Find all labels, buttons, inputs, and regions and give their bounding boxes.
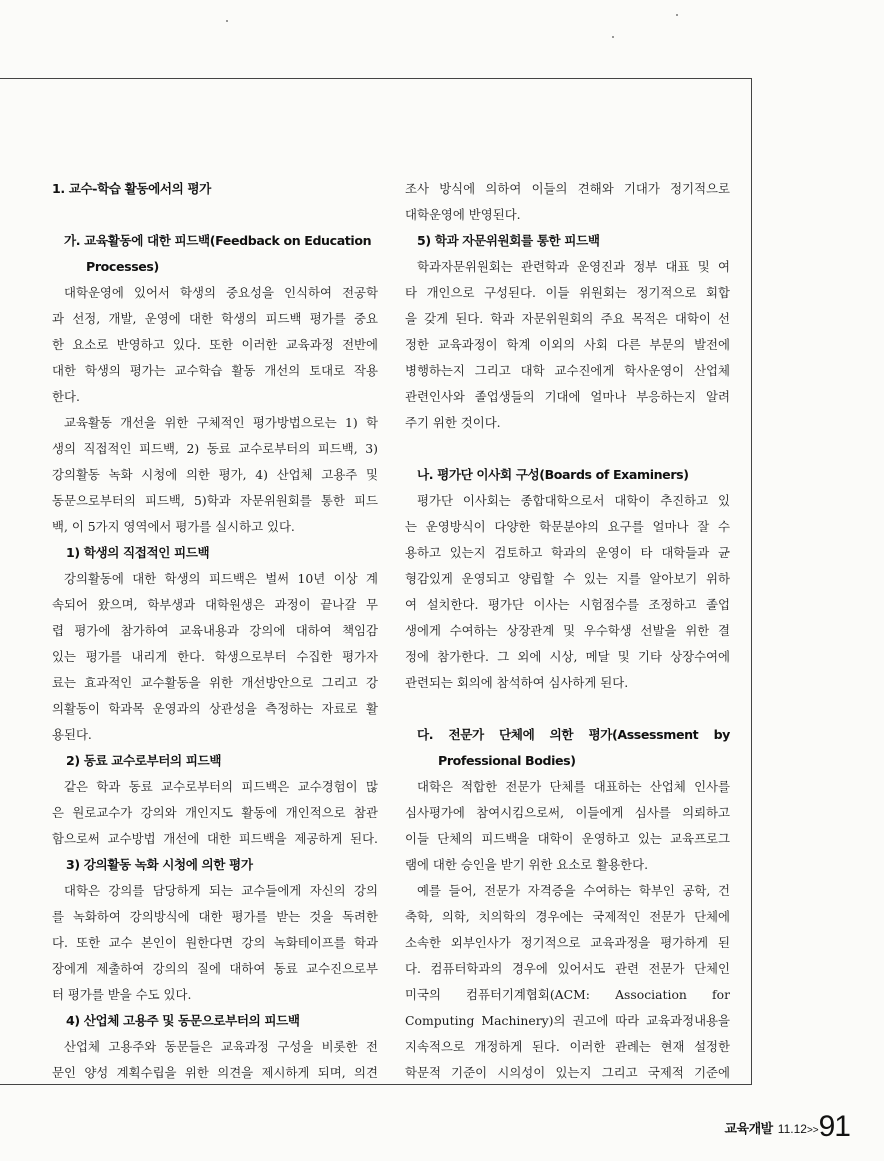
item-heading: 2) 동료 교수로부터의 피드백 [66, 753, 222, 768]
paragraph-line: 는 운영방식이 다양한 학문분야의 요구를 얼마나 잘 수 [405, 519, 730, 534]
paragraph-line: 조사 방식에 의하여 이들의 견해와 기대가 정기적으로 [405, 181, 730, 196]
scan-speck [676, 14, 678, 16]
paragraph-line: 료는 효과적인 교수활동을 위한 개선방안으로 그리고 강 [52, 675, 378, 690]
paragraph-line: 속되어 왔으며, 학부생과 대학원생은 과정이 끝나갈 무 [52, 597, 378, 612]
paragraph-line: 주기 위한 것이다. [405, 415, 501, 430]
paragraph-line: 다. 컴퓨터학과의 경우에 있어서도 관련 전문가 단체인 [405, 961, 730, 976]
paragraph-line: 터 평가를 받을 수도 있다. [52, 987, 192, 1002]
paragraph-line: 대한 학생의 평가는 교수학습 활동 개선의 토대로 작용 [52, 363, 378, 378]
paragraph-line: 은 원로교수가 강의와 개인지도 활동에 개인적으로 참관 [52, 805, 378, 820]
paragraph-line: 평가단 이사회는 종합대학으로서 대학이 추진하고 있 [417, 493, 730, 508]
magazine-title: 교육개발 [724, 1122, 773, 1137]
paragraph-line: 소속한 외부인사가 정기적으로 교육과정을 평가하게 된 [405, 935, 730, 950]
paragraph-line: 을 갖게 된다. 학과 자문위원회의 주요 목적은 대학이 선 [405, 311, 730, 326]
paragraph-line: 미국의 컴퓨터기계협회(ACM: Association for [405, 987, 730, 1002]
folio-arrow-icon: >> [806, 1125, 819, 1136]
paragraph-line: 교육활동 개선을 위한 구체적인 평가방법으로는 1) 학 [64, 415, 378, 430]
subheading-ga-cont: Processes) [86, 259, 159, 274]
paragraph-line: 관련되는 회의에 참석하여 심사하게 된다. [405, 675, 629, 690]
paragraph-line: 다. 또한 교수 본인이 원한다면 강의 녹화테이프를 학과 [52, 935, 378, 950]
paragraph-line: 용된다. [52, 727, 92, 742]
paragraph-line: 대학은 적합한 전문가 단체를 대표하는 산업체 인사를 [417, 779, 730, 794]
subheading-ga: 가. 교육활동에 대한 피드백(Feedback on Education [64, 233, 372, 248]
paragraph-line: Computing Machinery)의 권고에 따라 교육과정내용을 [405, 1013, 730, 1028]
paragraph-line: 강의활동 녹화 시청에 의한 평가, 4) 산업체 고용주 및 [52, 467, 378, 482]
item-heading: 1) 학생의 직접적인 피드백 [66, 545, 210, 560]
right-rule [751, 78, 752, 1084]
paragraph-line: 한 요소로 반영하고 있다. 또한 이러한 교육과정 전반에 [52, 337, 378, 352]
paragraph-line: 정에 참가한다. 그 외에 시상, 메달 및 기타 상장수여에 [405, 649, 730, 664]
paragraph-line: 같은 학과 동료 교수로부터의 피드백은 교수경험이 많 [64, 779, 378, 794]
paragraph-line: 심사평가에 참여시킴으로써, 이들에게 심사를 의뢰하고 [405, 805, 730, 820]
paragraph-line: 타 개인으로 구성된다. 이들 위원회는 정기적으로 회합 [405, 285, 730, 300]
paragraph-line: 있는 평가를 내리게 한다. 학생으로부터 수집한 평가자 [52, 649, 378, 664]
item-heading: 3) 강의활동 녹화 시청에 의한 평가 [66, 857, 253, 872]
paragraph-line: 축학, 의학, 치의학의 경우에는 국제적인 전문가 단체에 [405, 909, 730, 924]
scan-speck [612, 36, 614, 38]
paragraph-line: 과 선정, 개발, 운영에 대한 학생의 피드백 평가를 중요 [52, 311, 378, 326]
paragraph-line: 학문적 기준이 시의성이 있는지 그리고 국제적 기준에 [405, 1065, 730, 1080]
subheading-da-cont: Professional Bodies) [438, 753, 576, 768]
paragraph-line: 관련인사와 졸업생들의 기대에 얼마나 부응하는지 알려 [405, 389, 730, 404]
section-heading: 1. 교수-학습 활동에서의 평가 [52, 181, 211, 196]
item-heading: 4) 산업체 고용주 및 동문으로부터의 피드백 [66, 1013, 300, 1028]
paragraph-line: 대학은 강의를 담당하게 되는 교수들에게 자신의 강의 [64, 883, 378, 898]
paragraph-line: 생의 직접적인 피드백, 2) 동료 교수로부터의 피드백, 3) [52, 441, 378, 456]
paragraph-line: 램에 대한 승인을 받기 위한 요소로 활용한다. [405, 857, 649, 872]
paragraph-line: 지속적으로 개정하게 된다. 이러한 관례는 현재 설정한 [405, 1039, 730, 1054]
paragraph-line: 용하고 있는지 검토하고 학과의 운영이 타 대학들과 균 [405, 545, 730, 560]
paragraph-line: 여 설치한다. 평가단 이사는 시험점수를 조정하고 졸업 [405, 597, 730, 612]
paragraph-line: 병행하는지 그리고 대학 교수진에게 학사운영이 산업체 [405, 363, 730, 378]
paragraph-line: 장에게 제출하여 강의의 질에 대하여 동료 교수진으로부 [52, 961, 378, 976]
paragraph-line: 학과자문위원회는 관련학과 운영진과 정부 대표 및 여 [417, 259, 730, 274]
paragraph-line: 대학운영에 반영된다. [405, 207, 521, 222]
paragraph-line: 대학운영에 있어서 학생의 중요성을 인식하여 전공학 [64, 285, 378, 300]
page-number: 91 [818, 1110, 850, 1143]
paragraph-line: 문인 양성 계획수립을 위한 의견을 제시하게 되며, 의견 [52, 1065, 378, 1080]
issue-number: 11.12 [777, 1122, 807, 1136]
left-column [52, 176, 378, 1086]
paragraph-line: 산업체 고용주와 동문들은 교육과정 구성을 비롯한 전 [64, 1039, 378, 1054]
top-rule [0, 78, 752, 79]
paragraph-line: 한다. [52, 389, 80, 404]
subheading-da: 다. 전문가 단체에 의한 평가(Assessment by [417, 727, 730, 742]
paragraph-line: 예를 들어, 전문가 자격증을 수여하는 학부인 공학, 건 [417, 883, 730, 898]
paragraph-line: 생에게 수여하는 상장관계 및 우수학생 선발을 위한 결 [405, 623, 730, 638]
paragraph-line: 를 녹화하여 강의방식에 대한 평가를 받는 것을 독려한 [52, 909, 378, 924]
paragraph-line: 백, 이 5가지 영역에서 평가를 실시하고 있다. [52, 519, 295, 534]
paragraph-line: 함으로써 교수방법 개선에 대한 피드백을 제공하게 된다. [52, 831, 378, 846]
paragraph-line: 동문으로부터의 피드백, 5)학과 자문위원회를 통한 피드 [52, 493, 378, 508]
paragraph-line: 의활동이 학과목 운영과의 상관성을 측정하는 자료로 활 [52, 701, 378, 716]
right-column [405, 176, 730, 1086]
item-heading: 5) 학과 자문위원회를 통한 피드백 [417, 233, 600, 248]
paragraph-line: 렵 평가에 참가하여 교육내용과 강의에 대하여 책임감 [52, 623, 378, 638]
subheading-na: 나. 평가단 이사회 구성(Boards of Examiners) [417, 467, 689, 482]
paragraph-line: 형감있게 운영되고 양립할 수 있는 지를 알아보기 위하 [405, 571, 730, 586]
scan-speck [226, 20, 228, 22]
paragraph-line: 이들 단체의 피드백을 대학이 운영하고 있는 교육프로그 [405, 831, 730, 846]
paragraph-line: 정한 교육과정이 학계 이외의 사회 다른 부문의 발전에 [405, 337, 730, 352]
paragraph-line: 강의활동에 대한 학생의 피드백은 벌써 10년 이상 계 [64, 571, 378, 586]
page-folio [724, 1110, 850, 1150]
